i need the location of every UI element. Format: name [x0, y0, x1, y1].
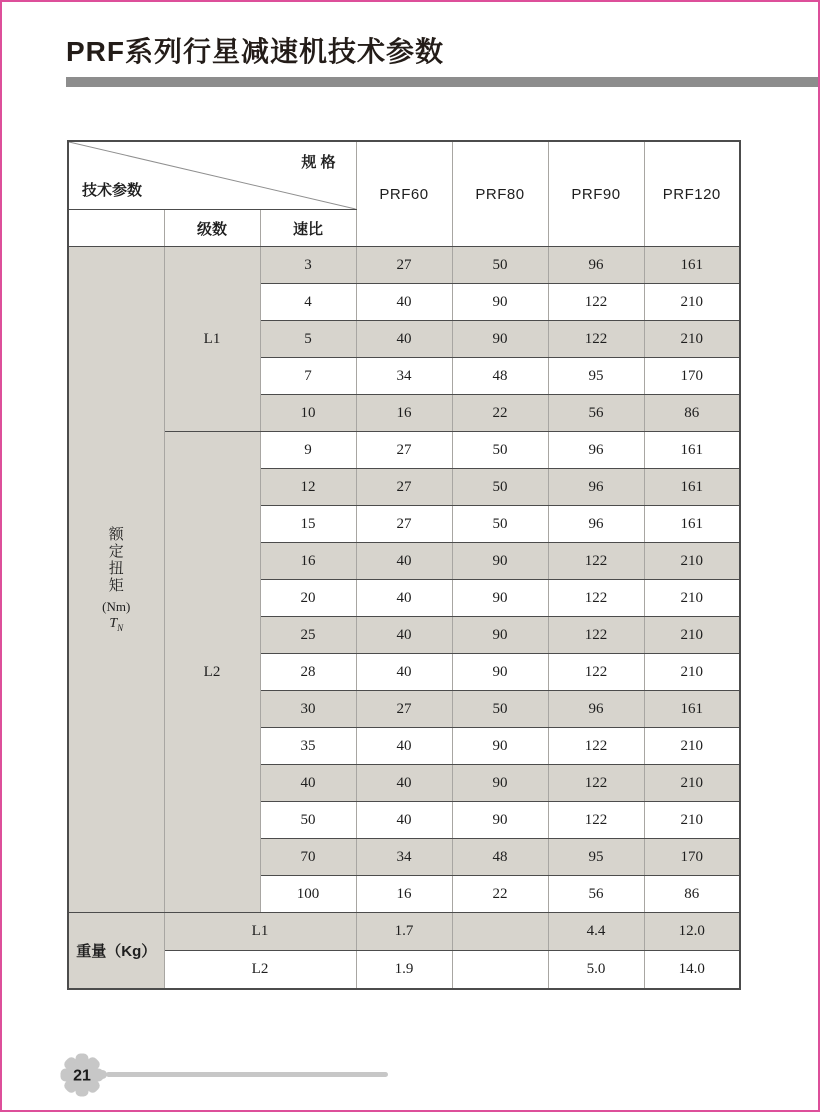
torque-value-cell: 210	[644, 321, 740, 358]
torque-value-cell: 40	[356, 580, 452, 617]
torque-value-cell: 40	[356, 802, 452, 839]
torque-value-cell: 86	[644, 395, 740, 432]
torque-value-cell: 210	[644, 617, 740, 654]
torque-value-cell: 90	[452, 765, 548, 802]
torque-value-cell: 96	[548, 506, 644, 543]
footer-rule	[106, 1072, 388, 1077]
ratio-cell: 40	[260, 765, 356, 802]
ratio-cell: 9	[260, 432, 356, 469]
col-header-prf90: PRF90	[548, 141, 644, 247]
spec-corner-label: 规 格	[301, 154, 336, 171]
torque-value-cell: 122	[548, 284, 644, 321]
ratio-cell: 12	[260, 469, 356, 506]
weight-row-l1	[68, 913, 740, 951]
tech-params-corner-label: 技术参数	[82, 182, 143, 199]
weight-value-cell: 12.0	[644, 913, 740, 951]
torque-value-cell: 40	[356, 543, 452, 580]
title-underline-bar	[66, 77, 818, 87]
page-number: 21	[73, 1067, 91, 1085]
torque-value-cell: 122	[548, 802, 644, 839]
torque-value-cell: 170	[644, 358, 740, 395]
ratio-column-header: 速比	[260, 210, 356, 247]
torque-value-cell: 122	[548, 617, 644, 654]
torque-value-cell: 90	[452, 543, 548, 580]
torque-value-cell: 161	[644, 247, 740, 284]
empty-corner-cell	[68, 210, 164, 247]
torque-value-cell: 40	[356, 321, 452, 358]
torque-value-cell: 40	[356, 284, 452, 321]
torque-label-block	[102, 527, 130, 633]
weight-value-cell: 4.4	[548, 913, 644, 951]
ratio-cell: 16	[260, 543, 356, 580]
torque-value-cell: 90	[452, 728, 548, 765]
torque-value-cell: 86	[644, 876, 740, 913]
torque-value-cell: 56	[548, 395, 644, 432]
col-header-prf120: PRF120	[644, 141, 740, 247]
torque-label-char: 扭	[108, 560, 124, 577]
torque-value-cell: 96	[548, 247, 644, 284]
col-header-prf60: PRF60	[356, 141, 452, 247]
weight-value-cell: 14.0	[644, 951, 740, 990]
torque-value-cell: 27	[356, 691, 452, 728]
weight-value-cell: 1.7	[356, 913, 452, 951]
torque-value-cell: 16	[356, 876, 452, 913]
torque-value-cell: 40	[356, 654, 452, 691]
torque-row-l2-9	[68, 432, 740, 469]
torque-value-cell: 56	[548, 876, 644, 913]
ratio-cell: 3	[260, 247, 356, 284]
torque-value-cell: 22	[452, 395, 548, 432]
torque-value-cell: 210	[644, 543, 740, 580]
torque-value-cell: 161	[644, 506, 740, 543]
torque-value-cell: 122	[548, 321, 644, 358]
torque-value-cell: 210	[644, 284, 740, 321]
torque-value-cell: 50	[452, 432, 548, 469]
weight-value-cell	[452, 951, 548, 990]
torque-value-cell: 50	[452, 247, 548, 284]
torque-value-cell: 210	[644, 654, 740, 691]
torque-value-cell: 90	[452, 654, 548, 691]
torque-value-cell: 16	[356, 395, 452, 432]
torque-symbol-main: T	[109, 615, 118, 631]
torque-label-char: 额	[108, 526, 124, 543]
ratio-cell: 35	[260, 728, 356, 765]
torque-value-cell: 48	[452, 358, 548, 395]
header-row-top	[68, 141, 740, 210]
torque-value-cell: 210	[644, 802, 740, 839]
torque-value-cell: 210	[644, 580, 740, 617]
torque-row-l1-3	[68, 247, 740, 284]
ratio-cell: 4	[260, 284, 356, 321]
page-title: PRF系列行星减速机技术参数	[66, 36, 445, 67]
ratio-cell: 70	[260, 839, 356, 876]
torque-value-cell: 122	[548, 765, 644, 802]
torque-value-cell: 90	[452, 321, 548, 358]
torque-value-cell: 90	[452, 284, 548, 321]
corner-cell	[68, 141, 356, 210]
weight-row-l2	[68, 951, 740, 990]
weight-stage-l2: L2	[164, 951, 356, 990]
torque-value-cell: 210	[644, 765, 740, 802]
torque-value-cell: 90	[452, 802, 548, 839]
stage-label-l2: L2	[164, 432, 260, 913]
torque-value-cell: 95	[548, 839, 644, 876]
torque-value-cell: 40	[356, 765, 452, 802]
torque-value-cell: 22	[452, 876, 548, 913]
weight-value-cell: 1.9	[356, 951, 452, 990]
torque-value-cell: 122	[548, 543, 644, 580]
ratio-cell: 7	[260, 358, 356, 395]
torque-label-char: 定	[108, 543, 124, 560]
torque-value-cell: 34	[356, 358, 452, 395]
stage-column-header: 级数	[164, 210, 260, 247]
torque-value-cell: 40	[356, 728, 452, 765]
ratio-cell: 15	[260, 506, 356, 543]
torque-value-cell: 122	[548, 654, 644, 691]
torque-value-cell: 161	[644, 691, 740, 728]
torque-value-cell: 96	[548, 691, 644, 728]
torque-value-cell: 40	[356, 617, 452, 654]
weight-value-cell	[452, 913, 548, 951]
weight-stage-l1: L1	[164, 913, 356, 951]
col-header-prf80: PRF80	[452, 141, 548, 247]
torque-value-cell: 96	[548, 469, 644, 506]
torque-value-cell: 27	[356, 247, 452, 284]
torque-value-cell: 95	[548, 358, 644, 395]
torque-value-cell: 90	[452, 617, 548, 654]
torque-value-cell: 27	[356, 469, 452, 506]
ratio-cell: 5	[260, 321, 356, 358]
torque-value-cell: 210	[644, 728, 740, 765]
torque-value-cell: 34	[356, 839, 452, 876]
weight-value-cell: 5.0	[548, 951, 644, 990]
ratio-cell: 50	[260, 802, 356, 839]
spec-table	[67, 140, 741, 990]
torque-value-cell: 122	[548, 580, 644, 617]
torque-value-cell: 161	[644, 469, 740, 506]
torque-symbol-sub: N	[117, 622, 124, 633]
ratio-cell: 10	[260, 395, 356, 432]
torque-symbol	[102, 616, 130, 633]
torque-value-cell: 50	[452, 691, 548, 728]
ratio-cell: 28	[260, 654, 356, 691]
torque-value-cell: 96	[548, 432, 644, 469]
torque-unit-label: (Nm)	[102, 598, 131, 614]
stage-label-l1: L1	[164, 247, 260, 432]
ratio-cell: 20	[260, 580, 356, 617]
torque-value-cell: 122	[548, 728, 644, 765]
torque-value-cell: 48	[452, 839, 548, 876]
weight-label: 重量（Kg）	[68, 913, 164, 990]
torque-value-cell: 90	[452, 580, 548, 617]
torque-value-cell: 50	[452, 506, 548, 543]
ratio-cell: 30	[260, 691, 356, 728]
ratio-cell: 25	[260, 617, 356, 654]
torque-value-cell: 27	[356, 432, 452, 469]
ratio-cell: 100	[260, 876, 356, 913]
torque-value-cell: 161	[644, 432, 740, 469]
torque-value-cell: 27	[356, 506, 452, 543]
torque-label-char: 矩	[108, 577, 124, 594]
spec-table-wrap	[67, 140, 741, 990]
torque-value-cell: 50	[452, 469, 548, 506]
torque-axis-label	[68, 247, 164, 913]
torque-value-cell: 170	[644, 839, 740, 876]
